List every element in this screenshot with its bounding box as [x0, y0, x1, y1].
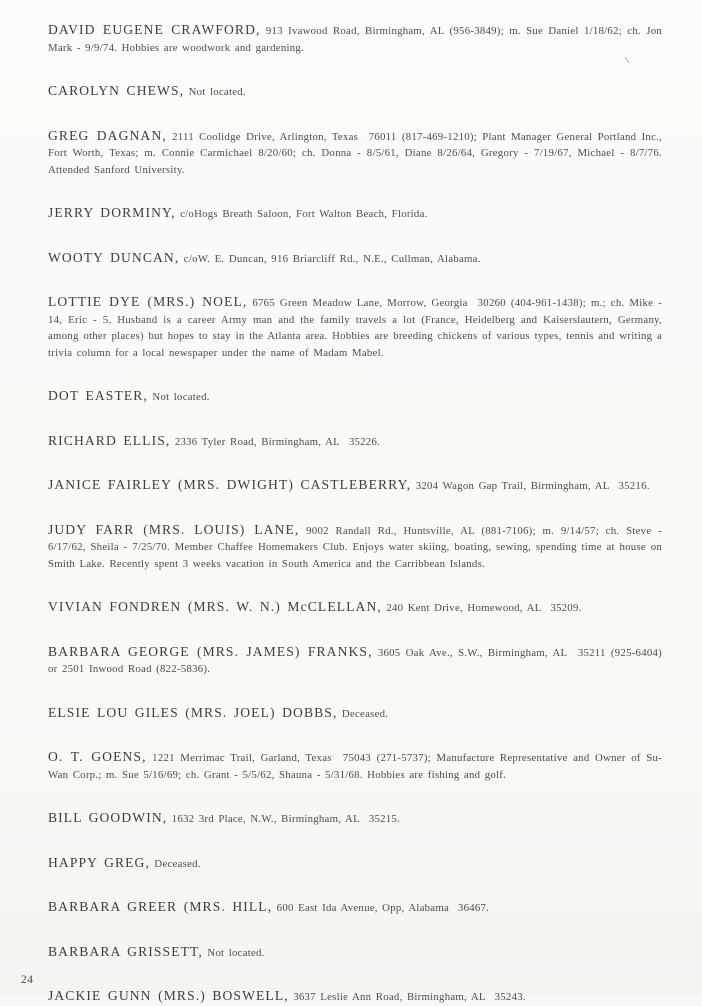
directory-entry [48, 433, 662, 451]
entry-name: BARBARA GREER (MRS. HILL, [48, 899, 273, 914]
directory-entry [48, 810, 662, 828]
entry-name: JERRY DORMINY, [48, 205, 176, 220]
directory-entry [48, 522, 662, 573]
entry-name: GREG DAGNAN, [48, 127, 167, 143]
entry-details: 6765 Green Meadow Lane, Morrow, Georgia 30260 (404-961-1438); m.; ch. Mike - 14, Eric - 5. Husband is a career Army man and the family travels a lot (France, Heidelberg and Kaiserslautern, Germany, among other places) but hopes to stay in the Atlanta area. Hobbies are breeding chickens of various types, tennis and writing a trivia column for a local newspaper under the name of Madam Mabel. [48, 297, 663, 359]
entry-details: Deceased. [341, 707, 389, 720]
entry-details: 3204 Wagon Gap Trail, Birmingham, AL 35216. [415, 480, 650, 492]
directory-entry [48, 83, 662, 101]
entry-details: 600 East Ida Avenue, Opp, Alabama 36467. [276, 902, 490, 914]
directory-entry [48, 855, 662, 873]
directory-entry [48, 388, 662, 406]
directory-entry [48, 250, 662, 268]
entry-name: BARBARA GRISSETT, [48, 943, 203, 959]
directory-entry [48, 644, 662, 678]
entry-name: LOTTIE DYE (MRS.) NOEL, [48, 294, 248, 309]
entry-details: 2336 Tyler Road, Birmingham, AL 35226. [174, 435, 381, 448]
entry-name: VIVIAN FONDREN (MRS. W. N.) McCLELLAN, [48, 599, 382, 614]
directory-entry [48, 294, 662, 361]
entry-details: Not located. [207, 946, 265, 959]
directory-entry [48, 749, 662, 783]
entry-details: 9002 Randall Rd., Huntsville, AL (881-7106); m. 9/14/57; ch. Steve - 6/17/62, Sheila - 7/25/70. Member Chaffee Homemakers Club. Enjoys water skiing, boating, sewing, spending time at house on Smith Lake. Recently spent 3 weeks vacation in South America and the Carribbean Islands. [48, 524, 662, 570]
entry-details: Not located. [188, 86, 246, 98]
directory-entry-list [48, 22, 662, 1006]
directory-entry [48, 988, 662, 1006]
entry-details: Not located. [152, 391, 210, 403]
entry-name: DAVID EUGENE CRAWFORD, [48, 22, 261, 37]
entry-details: 3605 Oak Ave., S.W., Birmingham, AL 35211 (925-6404) or 2501 Inwood Road (822-5836). [48, 646, 663, 675]
entry-name: O. T. GOENS, [48, 749, 147, 764]
entry-name: CAROLYN CHEWS, [48, 83, 185, 98]
entry-name: RICHARD ELLIS, [48, 432, 171, 448]
entry-name: JACKIE GUNN (MRS.) BOSWELL, [48, 988, 289, 1003]
entry-name: BILL GOODWIN, [48, 810, 168, 825]
directory-entry [48, 899, 662, 917]
entry-name: HAPPY GREG, [48, 854, 150, 870]
entry-name: JUDY FARR (MRS. LOUIS) LANE, [48, 521, 300, 537]
entry-details: c/oHogs Breath Saloon, Fort Walton Beach, Florida. [180, 208, 428, 220]
entry-details: Deceased. [154, 857, 201, 870]
entry-details: c/oW. E. Duncan, 916 Briarcliff Rd., N.E., Cullman, Alabama. [183, 252, 481, 265]
entry-details: 240 Kent Drive, Homewood, AL 35209. [386, 602, 582, 614]
entry-details: 3637 Leslie Ann Road, Birmingham, AL 35243. [293, 991, 526, 1003]
entry-name: DOT EASTER, [48, 388, 148, 403]
entry-name: JANICE FAIRLEY (MRS. DWIGHT) CASTLEBERRY, [48, 477, 412, 492]
directory-entry [48, 205, 662, 223]
entry-name: BARBARA GEORGE (MRS. JAMES) FRANKS, [48, 643, 373, 659]
entry-details: 913 Ivawood Road, Birmingham, AL (956-3849); m. Sue Daniel 1/18/62; ch. Jon Mark - 9/9/74. Hobbies are woodwork and gardening. [48, 25, 662, 54]
directory-entry [48, 477, 662, 495]
directory-entry [48, 599, 662, 617]
entry-details: 2111 Coolidge Drive, Arlington, Texas 76011 (817-469-1210); Plant Manager General Portland Inc., Fort Worth, Texas; m. Connie Carmichael 8/20/60; ch. Donna - 8/5/61, Diane 8/26/64, Gregory - 7/19/67, Michael - 8/7/76. Attended Sanford University. [48, 130, 663, 176]
entry-details: 1632 3rd Place, N.W., Birmingham, AL 35215. [171, 813, 401, 825]
directory-entry [48, 705, 662, 723]
directory-entry [48, 944, 662, 962]
entry-name: WOOTY DUNCAN, [48, 249, 180, 265]
entry-details: 1221 Merrimac Trail, Garland, Texas 75043 (271-5737); Manufacture Representative and Owner of Su-Wan Corp.; m. Sue 5/16/69; ch. Grant - 5/5/62, Shauna - 5/31/68. Hobbies are fishing and golf. [48, 752, 663, 781]
directory-entry [48, 128, 662, 179]
page-number: 24 [21, 974, 34, 986]
entry-name: ELSIE LOU GILES (MRS. JOEL) DOBBS, [48, 704, 338, 720]
directory-entry [48, 22, 662, 56]
